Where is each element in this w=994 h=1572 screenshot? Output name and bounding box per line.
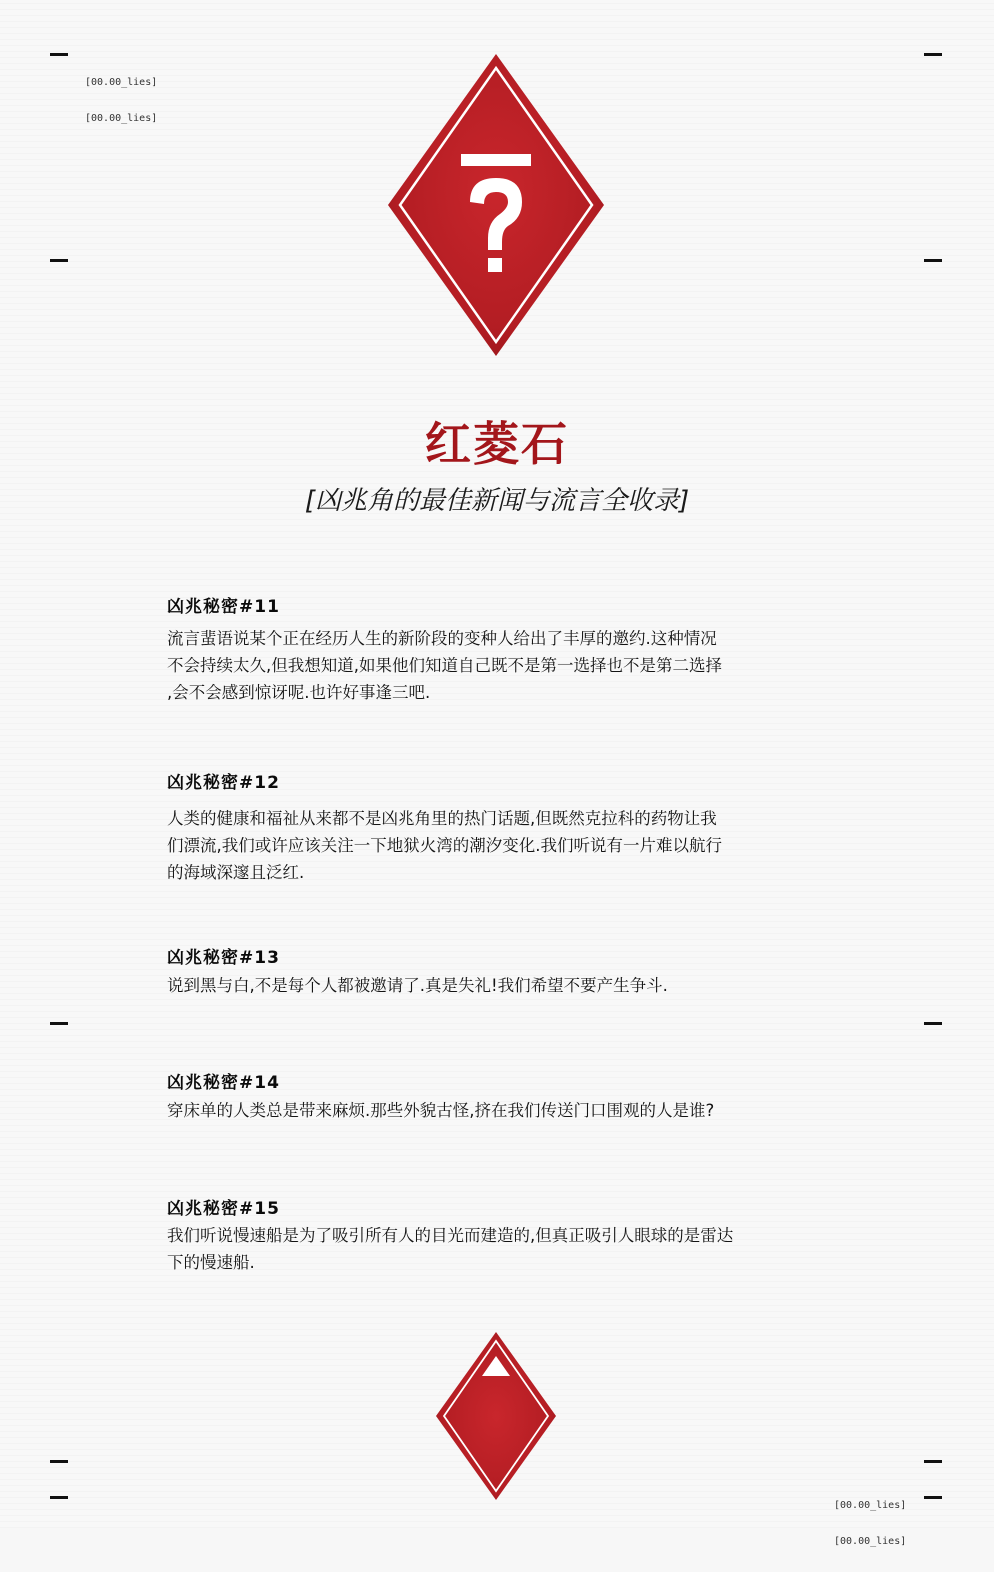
corner-tick bbox=[924, 1496, 942, 1499]
corner-tick bbox=[50, 1496, 68, 1499]
secret-line: 的海域深邃且泛红. bbox=[167, 863, 305, 882]
secret-line: 流言蜚语说某个正在经历人生的新阶段的变种人给出了丰厚的邀约.这种情况 bbox=[167, 629, 717, 648]
page-subtitle: [凶兆角的最佳新闻与流言全收录] bbox=[304, 486, 690, 516]
secret-title: 凶兆秘密#12 bbox=[167, 773, 280, 793]
corner-tag-line: [00.00_lies] bbox=[834, 1500, 907, 1511]
secret-line: 说到黑与白,不是每个人都被邀请了.真是失礼!我们希望不要产生争斗. bbox=[167, 976, 668, 995]
corner-tick bbox=[924, 1460, 942, 1463]
corner-tick bbox=[924, 1022, 942, 1025]
corner-tick bbox=[50, 53, 68, 56]
corner-tick bbox=[924, 53, 942, 56]
secret-line: 下的慢速船. bbox=[167, 1253, 255, 1272]
corner-tick bbox=[50, 259, 68, 262]
secret-entry-12 bbox=[167, 768, 847, 886]
red-diamond-triangle-icon bbox=[436, 1332, 556, 1500]
corner-tick bbox=[50, 1022, 68, 1025]
secret-title: 凶兆秘密#14 bbox=[167, 1073, 280, 1093]
secret-body bbox=[167, 1222, 847, 1276]
corner-tag-top bbox=[85, 53, 157, 149]
secret-body bbox=[167, 625, 847, 706]
corner-tag-line: [00.00_lies] bbox=[834, 1536, 907, 1547]
secret-entry-13 bbox=[167, 943, 847, 999]
secret-entry-14 bbox=[167, 1068, 847, 1124]
secret-body bbox=[167, 972, 847, 999]
page-title: 红菱石 bbox=[425, 417, 569, 471]
secret-title: 凶兆秘密#11 bbox=[167, 597, 280, 617]
corner-tick bbox=[924, 259, 942, 262]
red-diamond-question-mark-icon bbox=[388, 54, 604, 356]
corner-tag-bottom bbox=[834, 1476, 906, 1572]
secret-line: 不会持续太久,但我想知道,如果他们知道自己既不是第一选择也不是第二选择 bbox=[167, 656, 722, 675]
secret-body bbox=[167, 1097, 847, 1124]
secret-title: 凶兆秘密#15 bbox=[167, 1199, 280, 1219]
secret-line: 们漂流,我们或许应该关注一下地狱火湾的潮汐变化.我们听说有一片难以航行 bbox=[167, 836, 722, 855]
corner-tag-line: [00.00_lies] bbox=[85, 77, 158, 88]
secret-line: ,会不会感到惊讶呢.也许好事逢三吧. bbox=[167, 683, 431, 702]
secret-line: 我们听说慢速船是为了吸引所有人的目光而建造的,但真正吸引人眼球的是雷达 bbox=[167, 1226, 734, 1245]
secret-title: 凶兆秘密#13 bbox=[167, 948, 280, 968]
secret-line: 人类的健康和福祉从来都不是凶兆角里的热门话题,但既然克拉科的药物让我 bbox=[167, 809, 717, 828]
secret-body bbox=[167, 805, 847, 886]
secret-line: 穿床单的人类总是带来麻烦.那些外貌古怪,挤在我们传送门口围观的人是谁? bbox=[167, 1101, 715, 1120]
corner-tick bbox=[50, 1460, 68, 1463]
secret-entry-15 bbox=[167, 1194, 847, 1276]
secret-entry-11 bbox=[167, 592, 847, 706]
corner-tag-line: [00.00_lies] bbox=[85, 113, 158, 124]
